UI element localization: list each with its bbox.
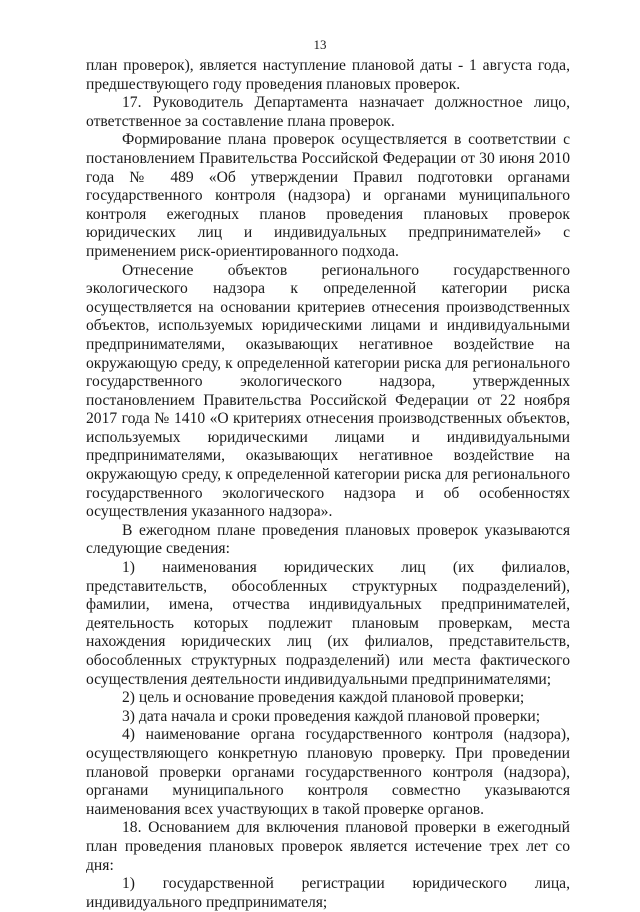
paragraph-continuation: план проверок), является наступление плановой даты - 1 августа года, предшествующего году проведения плановых проверок. [86, 57, 570, 93]
paragraph-item-18: 18. Основанием для включения плановой проверки в ежегодный план проведения плановых проверок является истечение трех лет со дня: [86, 819, 570, 874]
page-number: 13 [313, 37, 327, 52]
paragraph-plan-contents: В ежегодном плане проведения плановых проверок указываются следующие сведения: [86, 521, 570, 558]
document-body [86, 57, 570, 912]
paragraph-item-17: 17. Руководитель Департамента назначает должностное лицо, ответственное за составление плана проверок. [86, 94, 570, 130]
list-item-18-1: 1) государственной регистрации юридического лица, индивидуального предпринимателя; [86, 875, 570, 911]
paragraph-risk-category: Отнесение объектов регионального государственного экологического надзора к определенной категории риска осуществляется на основании критериев отнесения производственных объектов, используемых юридическими лицами и индивидуальными предпринимателями, оказывающих негативное воздействие на окружающую среду, к определенной категории риска для регионального государственного экологического надзора, утвержденных постановлением Правительства Российской Федерации от 22 ноября 2017 года № 1410 «О критериях отнесения производственных объектов, используемых юридическими лицами и индивидуальными предпринимателями, оказывающих негативное воздействие на окружающую среду, к определенной категории риска для регионального государственного экологического надзора и об особенностях осуществления указанного надзора». [86, 261, 570, 521]
list-item-3: 3) дата начала и сроки проведения каждой плановой проверки; [122, 707, 541, 725]
list-item-4: 4) наименование органа государственного контроля (надзора), осуществляющего конкретную плановую проверку. При проведении плановой проверки органами государственного контроля (надзора), органами муниципального контроля совместно указываются наименования всех участвующих в такой проверке органов. [86, 726, 570, 818]
paragraph-plan-formation: Формирование плана проверок осуществляется в соответствии с постановлением Правительства Российской Федерации от 30 июня 2010 года № 489 «Об утверждении Правил подготовки органами государственного контроля (надзора) и органами муниципального контроля ежегодных планов проведения плановых проверок юридических лиц и индивидуальных предпринимателей» с применением риск-ориентированного подхода. [86, 131, 570, 260]
list-item-1: 1) наименования юридических лиц (их филиалов, представительств, обособленных структурных подразделений), фамилии, имена, отчества индивидуальных предпринимателей, деятельность которых подлежит плановым проверкам, места нахождения юридических лиц (их филиалов, представительств, обособленных структурных подразделений) или места фактического осуществления деятельности индивидуальными предпринимателями; [86, 559, 570, 688]
list-item-2: 2) цель и основание проведения каждой плановой проверки; [122, 689, 525, 707]
